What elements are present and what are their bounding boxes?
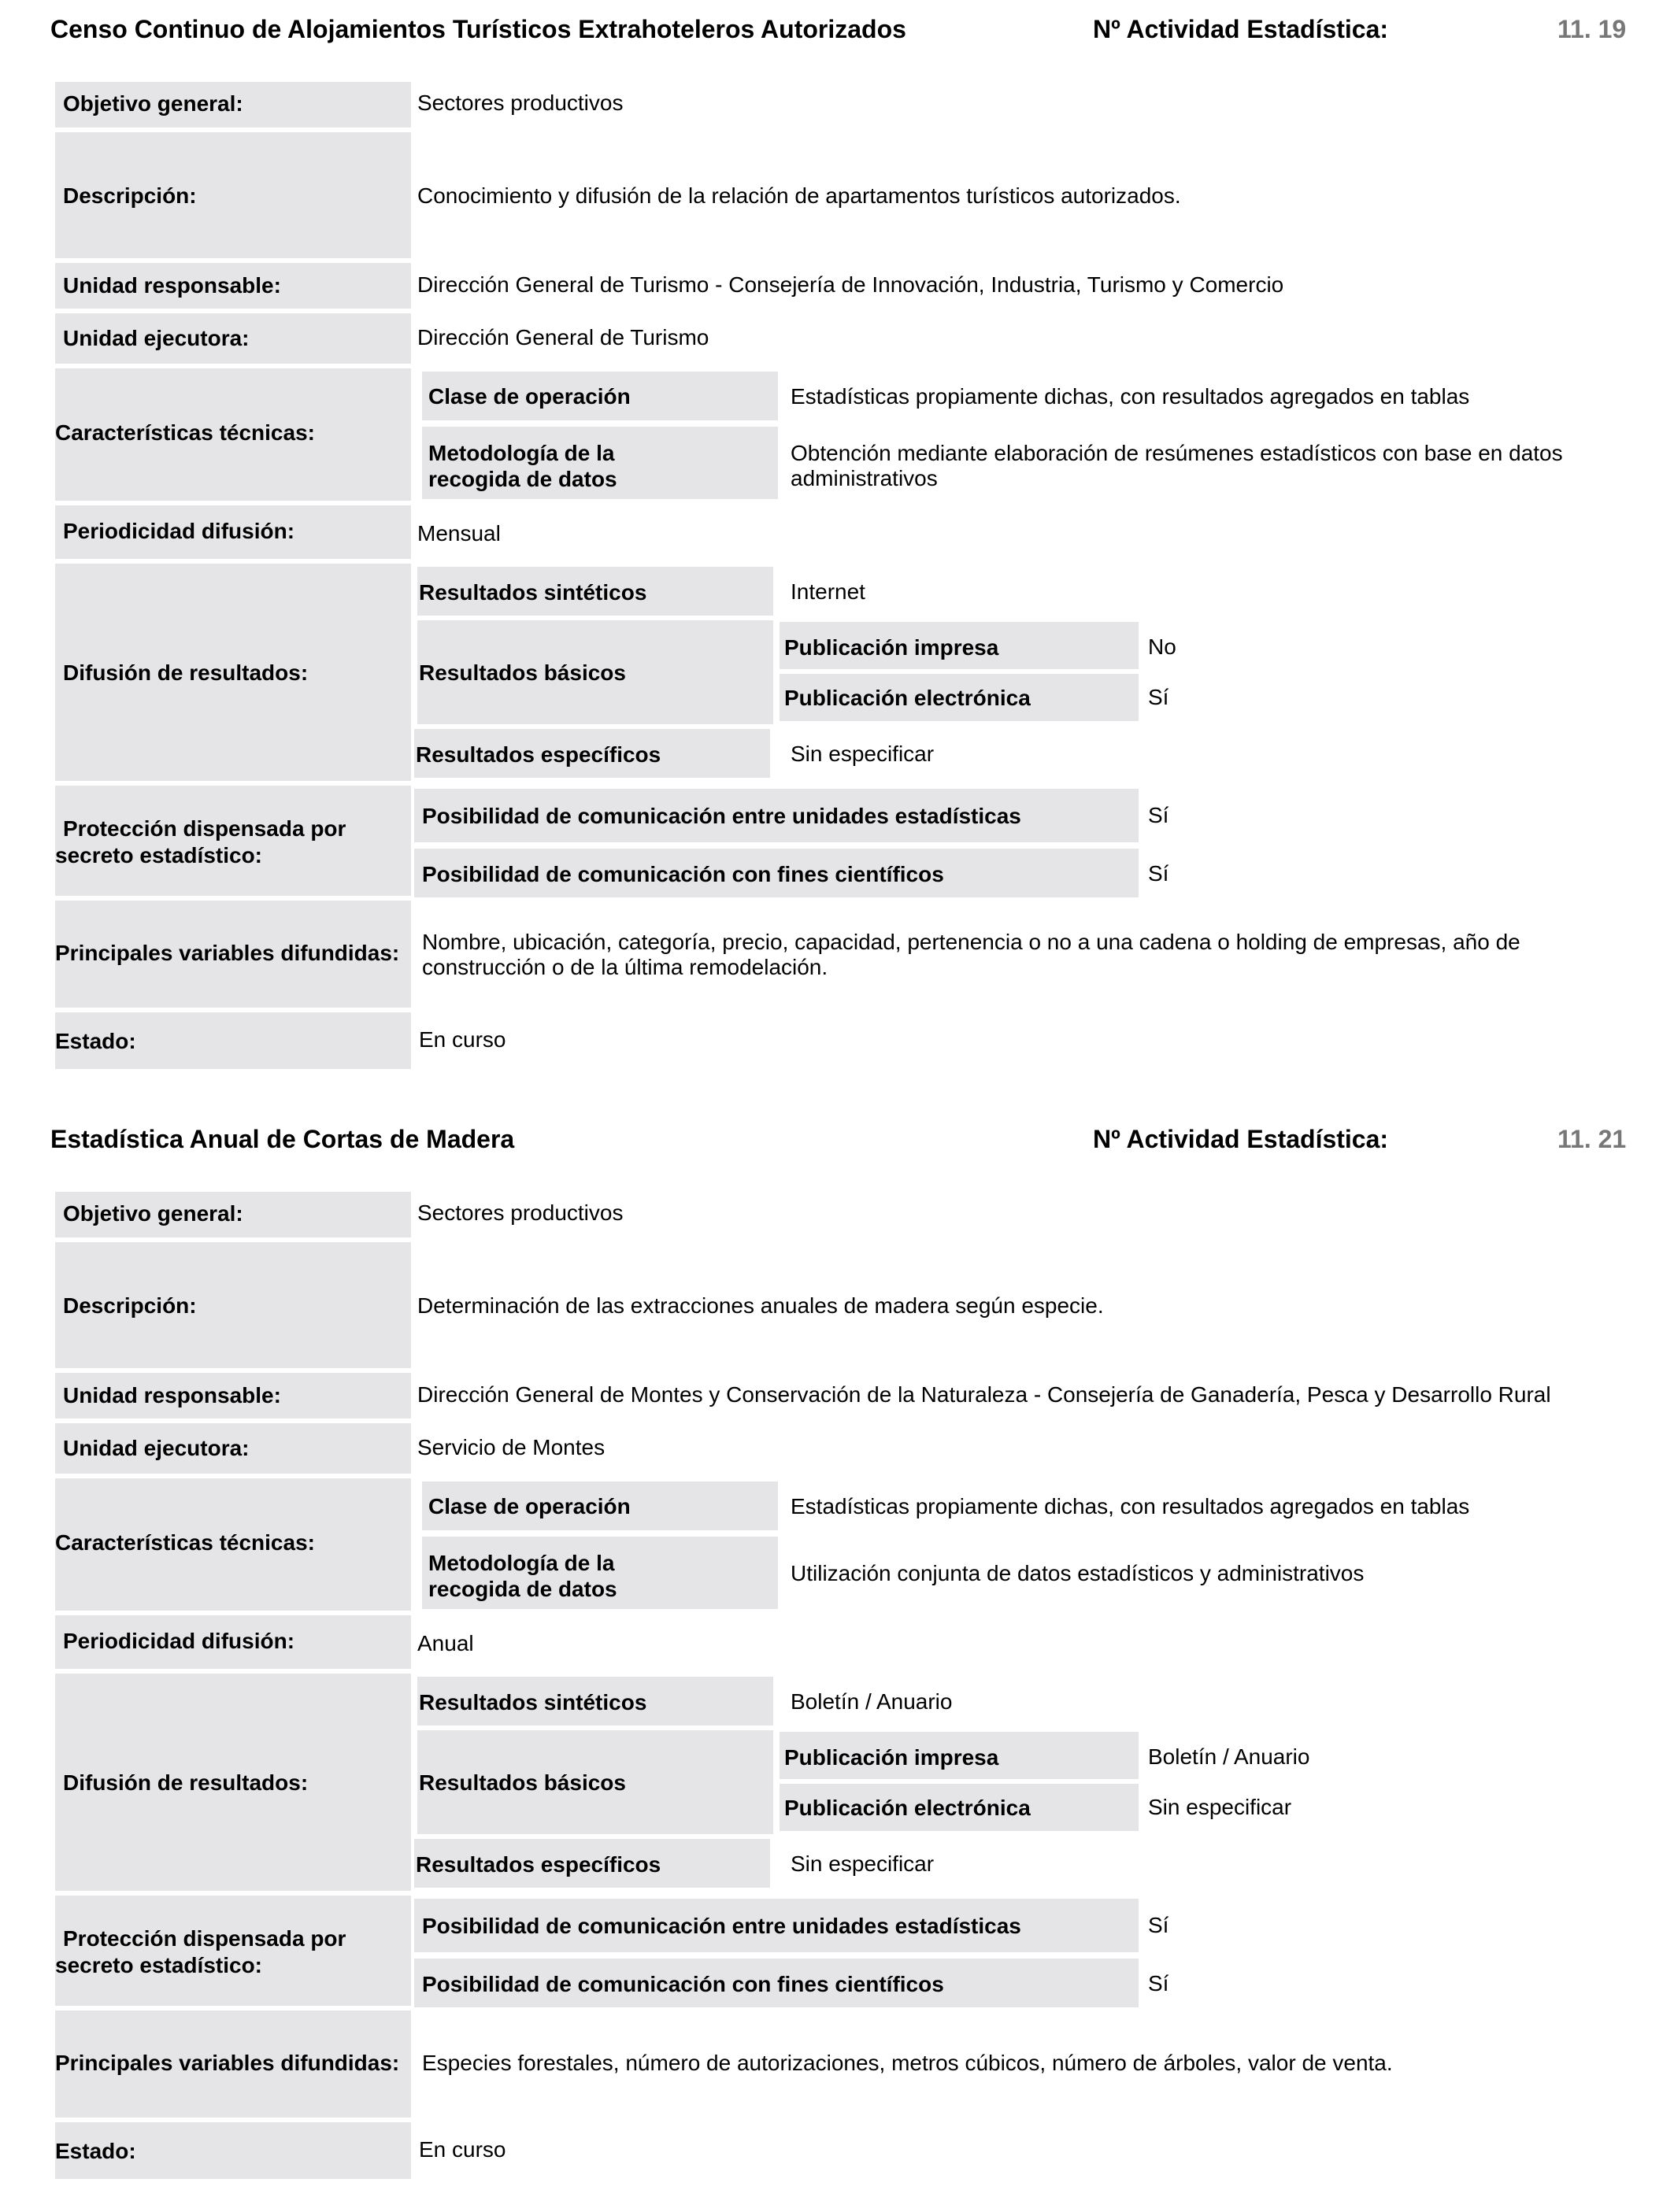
sublabel-especificos: Resultados específicos [416,1852,661,1877]
label-descripcion: Descripción: [63,183,197,208]
value-unidad-responsable: Dirección General de Turismo - Consejería de Innovación, Industria, Turismo y Comercio [417,272,1284,297]
label-difusion: Difusión de resultados: [63,660,309,685]
sublabel-sinteticos: Resultados sintéticos [419,580,647,605]
label-unidad-responsable: Unidad responsable: [63,273,281,298]
value-sinteticos: Internet [791,579,865,604]
record-title: Censo Continuo de Alojamientos Turísticos Extrahoteleros Autorizados [50,15,906,43]
value-posib-unidades: Sí [1148,1913,1169,1937]
value-objetivo: Sectores productivos [417,91,624,115]
label-proteccion-2: secreto estadístico: [55,843,262,867]
activity-number: 11. 19 [1557,15,1627,43]
value-variables-2: construcción o de la última remodelación. [422,955,828,979]
sublabel-impresa: Publicación impresa [784,635,999,660]
label-difusion: Difusión de resultados: [63,1770,309,1795]
sublabel-posib-cientificos: Posibilidad de comunicación con fines científicos [422,862,944,886]
label-periodicidad: Periodicidad difusión: [63,519,295,543]
value-objetivo: Sectores productivos [417,1200,624,1225]
value-posib-unidades: Sí [1148,803,1169,827]
value-pub-impresa: Boletín / Anuario [1148,1744,1310,1769]
sublabel-metodologia-1: Metodología de la [428,441,615,465]
label-objetivo: Objetivo general: [63,91,243,116]
value-clase-operacion: Estadísticas propiamente dichas, con resultados agregados en tablas [791,384,1470,409]
record-title: Estadística Anual de Cortas de Madera [50,1125,515,1153]
sublabel-posib-unidades: Posibilidad de comunicación entre unidades estadísticas [422,1914,1021,1938]
value-especificos: Sin especificar [791,1851,935,1876]
label-unidad-responsable: Unidad responsable: [63,1383,281,1407]
value-variables-1: Nombre, ubicación, categoría, precio, capacidad, pertenencia o no a una cadena o holding de empresas, año de [422,930,1520,954]
sublabel-metodologia-2: recogida de datos [428,1577,617,1601]
label-objetivo: Objetivo general: [63,1201,243,1226]
label-periodicidad: Periodicidad difusión: [63,1629,295,1653]
sublabel-clase: Clase de operación [428,1494,631,1518]
sublabel-metodologia-1: Metodología de la [428,1551,615,1575]
activity-number-label: Nº Actividad Estadística: [1093,15,1389,43]
sublabel-posib-cientificos: Posibilidad de comunicación con fines científicos [422,1972,944,1996]
value-pub-impresa: No [1148,634,1176,659]
label-variables: Principales variables difundidas: [55,2051,400,2075]
label-unidad-ejecutora: Unidad ejecutora: [63,326,250,350]
sublabel-sinteticos: Resultados sintéticos [419,1690,647,1714]
value-metodologia-1: Obtención mediante elaboración de resúmenes estadísticos con base en datos [791,441,1563,465]
value-descripcion: Conocimiento y difusión de la relación de apartamentos turísticos autorizados. [417,183,1181,208]
value-metodologia-2: administrativos [791,466,938,490]
value-pub-electronica: Sin especificar [1148,1795,1292,1819]
sublabel-basicos: Resultados básicos [419,1770,626,1795]
sublabel-clase: Clase de operación [428,384,631,409]
value-pub-electronica: Sí [1148,685,1169,709]
sublabel-posib-unidades: Posibilidad de comunicación entre unidades estadísticas [422,804,1021,828]
label-caracteristicas: Características técnicas: [55,420,315,445]
value-unidad-ejecutora: Dirección General de Turismo [417,325,709,350]
value-estado: En curso [419,1027,506,1052]
sublabel-impresa: Publicación impresa [784,1745,999,1770]
sublabel-basicos: Resultados básicos [419,660,626,685]
value-posib-cientificos: Sí [1148,861,1169,886]
value-descripcion: Determinación de las extracciones anuales de madera según especie. [417,1293,1104,1318]
value-sinteticos: Boletín / Anuario [791,1689,953,1714]
activity-number: 11. 21 [1557,1125,1627,1153]
value-unidad-responsable: Dirección General de Montes y Conservación de la Naturaleza - Consejería de Ganadería, Pesca y Desarrollo Rural [417,1382,1551,1407]
label-proteccion-1: Protección dispensada por [63,816,346,841]
value-unidad-ejecutora: Servicio de Montes [417,1435,606,1459]
label-unidad-ejecutora: Unidad ejecutora: [63,1436,250,1460]
label-variables: Principales variables difundidas: [55,941,400,965]
sublabel-especificos: Resultados específicos [416,742,661,767]
label-proteccion-1: Protección dispensada por [63,1926,346,1951]
sublabel-electronica: Publicación electrónica [784,686,1031,710]
record-11-19 [0,0,1674,1102]
value-posib-cientificos: Sí [1148,1971,1169,1996]
label-estado: Estado: [55,2139,136,2163]
label-caracteristicas: Características técnicas: [55,1530,315,1555]
value-periodicidad: Anual [417,1631,474,1655]
value-especificos: Sin especificar [791,742,935,766]
activity-number-label: Nº Actividad Estadística: [1093,1125,1389,1153]
value-variables-1: Especies forestales, número de autorizaciones, metros cúbicos, número de árboles, valor de venta. [422,2051,1393,2075]
record-11-21 [0,1110,1674,2212]
value-clase-operacion: Estadísticas propiamente dichas, con resultados agregados en tablas [791,1494,1470,1518]
label-proteccion-2: secreto estadístico: [55,1953,262,1977]
value-periodicidad: Mensual [417,521,501,546]
sublabel-electronica: Publicación electrónica [784,1796,1031,1820]
value-metodologia-1: Utilización conjunta de datos estadísticos y administrativos [791,1561,1365,1585]
label-estado: Estado: [55,1029,136,1053]
value-estado: En curso [419,2137,506,2162]
label-descripcion: Descripción: [63,1293,197,1318]
sublabel-metodologia-2: recogida de datos [428,467,617,491]
